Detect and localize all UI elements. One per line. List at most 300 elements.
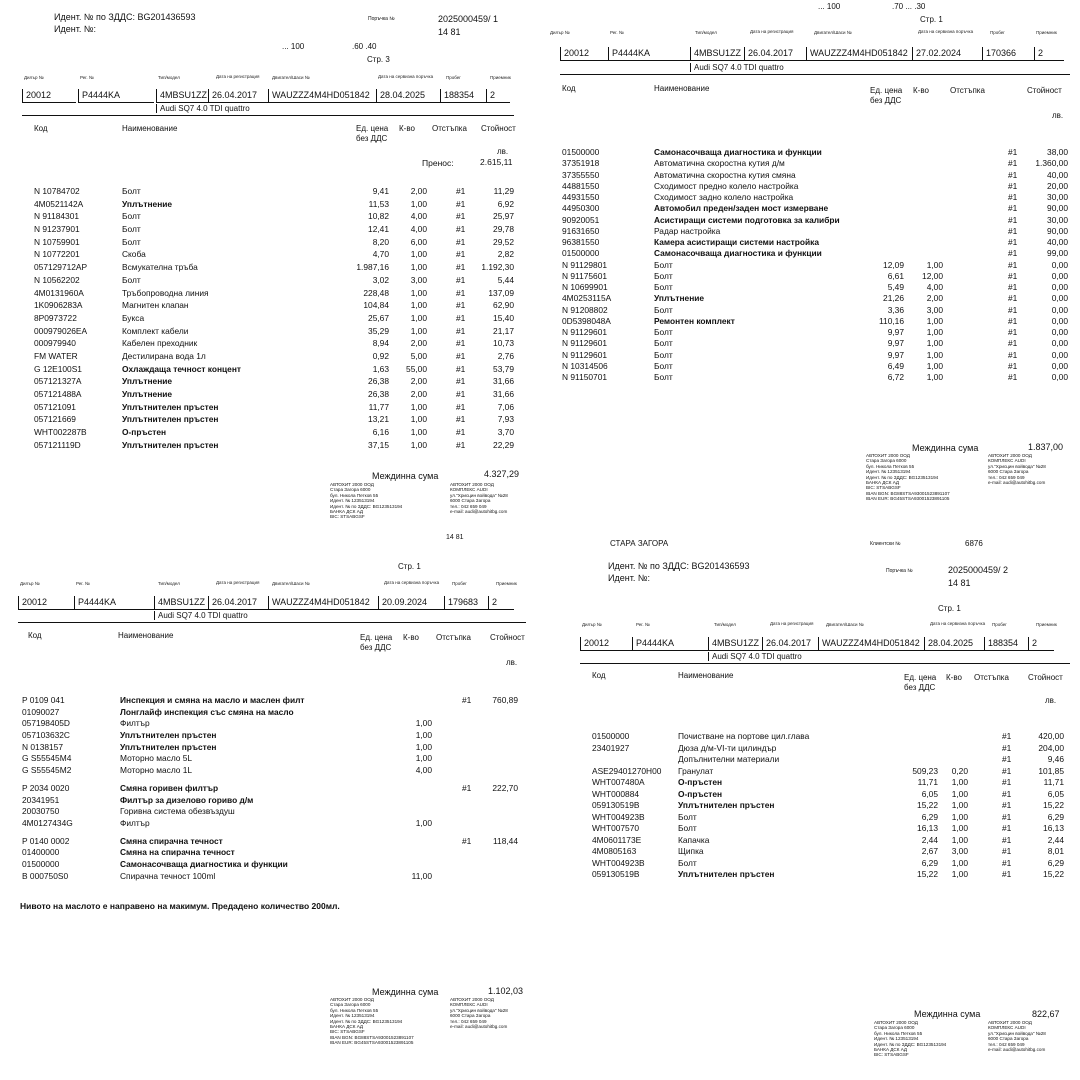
cell-name: Уплътнителен пръстен bbox=[122, 414, 219, 425]
dealer-value: 20012 bbox=[18, 596, 74, 610]
header-rule bbox=[580, 663, 1070, 664]
cell-qty: 4,00 bbox=[415, 765, 432, 776]
cell-name: Самонасочваща диагностика и функции bbox=[654, 248, 822, 259]
cell-val: 8,01 bbox=[1047, 846, 1064, 856]
footer-company-left: АВТОХИТ 2000 ООД Стара Загора 6000 бул. Никола Петков 55 Идент. № 123513194 Идент. № по ЗДДС: BG123513194 БАНКА ДСК АД BIC: STSABGSF IBAN BGN: BG88STSA93001523891107 IBAN EUR: BG45STSA93001523891105 bbox=[866, 453, 950, 502]
cell-price: 12,41 bbox=[368, 224, 389, 235]
page-bottom-mark: 14 81 bbox=[446, 534, 464, 540]
table-row bbox=[540, 743, 1080, 755]
cell-name: О-пръстен bbox=[122, 427, 167, 438]
th-qty: К-во bbox=[403, 633, 419, 642]
client-label: Клиентски № bbox=[870, 541, 901, 547]
table-row bbox=[540, 237, 1080, 248]
table-row bbox=[0, 707, 540, 719]
cell-code: 057121669 bbox=[34, 414, 76, 425]
cell-val: 40,00 bbox=[1047, 169, 1068, 180]
cell-val: 31,66 bbox=[493, 376, 514, 387]
cell-disc: #1 bbox=[456, 262, 466, 273]
subtotal-label: Междинна сума bbox=[372, 987, 439, 997]
cell-disc: #1 bbox=[1008, 203, 1018, 214]
cell-name: Горивна система обезвъздуш bbox=[120, 806, 235, 817]
cell-price: 15,22 bbox=[917, 869, 938, 879]
cell-code: 96381550 bbox=[562, 237, 600, 247]
cell-name: Болт bbox=[654, 259, 673, 270]
cell-disc: #1 bbox=[462, 695, 472, 705]
th-name: Наименование bbox=[122, 124, 178, 133]
cell-name: Уплътнение bbox=[122, 198, 173, 209]
table-row bbox=[0, 350, 540, 363]
dealer-value: 20012 bbox=[22, 89, 76, 103]
cell-name: Букса bbox=[122, 312, 145, 323]
cell-val: 53,79 bbox=[493, 363, 514, 374]
cell-disc: #1 bbox=[1008, 192, 1018, 202]
cell-disc: #1 bbox=[1002, 788, 1012, 799]
cell-val: 30,00 bbox=[1047, 192, 1068, 202]
table-row bbox=[0, 236, 540, 249]
cell-code: B 000750S0 bbox=[22, 870, 69, 881]
cell-price: 21,26 bbox=[883, 293, 904, 304]
cell-disc: #1 bbox=[456, 198, 466, 209]
cell-qty: 1,00 bbox=[410, 249, 427, 260]
cell-qty: 0,20 bbox=[951, 765, 968, 776]
cell-name: Щипка bbox=[678, 846, 704, 856]
cell-code: 059130519B bbox=[592, 869, 640, 879]
carry-label: Пренос: bbox=[422, 158, 454, 168]
table-row bbox=[0, 439, 540, 452]
col-dealer: Дилър № bbox=[550, 30, 570, 35]
cell-qty: 1,00 bbox=[951, 777, 968, 787]
order-number: 2025000459/ 1 bbox=[438, 14, 499, 24]
cell-code: 44931550 bbox=[562, 192, 600, 202]
cell-code: 000979026EA bbox=[34, 325, 88, 336]
table-row bbox=[540, 823, 1080, 835]
table-row bbox=[0, 859, 540, 871]
cell-name: Инспекция и смяна на масло и маслен филт bbox=[120, 695, 305, 705]
cell-price: 509,23 bbox=[912, 765, 938, 776]
type-value: 4MBSU1ZZ bbox=[708, 637, 762, 651]
cell-name: Самонасочваща диагностика и функции bbox=[120, 858, 288, 869]
col-vin: Двигател/Шаси № bbox=[826, 622, 864, 627]
table-row bbox=[0, 223, 540, 236]
table-row bbox=[0, 337, 540, 350]
cell-qty: 1,00 bbox=[951, 788, 968, 799]
cell-code: N 91208802 bbox=[562, 304, 608, 315]
cell-disc: #1 bbox=[456, 186, 466, 196]
table-row bbox=[540, 248, 1080, 259]
cell-code: N 10699901 bbox=[562, 282, 608, 292]
subtotal-label: Междинна сума bbox=[912, 443, 979, 453]
cell-qty: 1,00 bbox=[415, 817, 432, 828]
cell-val: 38,00 bbox=[1047, 147, 1068, 157]
th-value: Стойност bbox=[1027, 86, 1062, 95]
cell-code: 4M0253115A bbox=[562, 293, 612, 304]
cell-name: О-пръстен bbox=[678, 788, 723, 799]
cell-price: 5,49 bbox=[887, 282, 904, 292]
footer-company-left: АВТОХИТ 2000 ООД Стара Загора 6000 бул. Никола Петков 55 Идент. № 123513194 Идент. № по ЗДДС: BG123513194 БАНКА ДСК АД BIC: STSABGSF IBAN BGN: BG88STSA93001523891107 IBAN EUR: BG45STSA93001523891105 bbox=[330, 997, 414, 1046]
table-row bbox=[540, 869, 1080, 881]
cell-price: 11,77 bbox=[368, 401, 389, 412]
cell-code: 057121119D bbox=[34, 439, 81, 450]
km-value: 188354 bbox=[984, 637, 1028, 651]
cell-val: 99,00 bbox=[1047, 248, 1068, 259]
col-recv: Приемник bbox=[1036, 30, 1057, 35]
cell-name: Болт bbox=[654, 349, 673, 360]
cell-price: 26,38 bbox=[368, 389, 389, 399]
table-row bbox=[0, 248, 540, 261]
cell-qty: 1,00 bbox=[951, 834, 968, 845]
cell-disc: #1 bbox=[1002, 846, 1012, 856]
cell-name: Болт bbox=[654, 372, 673, 382]
page-number: Стр. 1 bbox=[398, 562, 421, 571]
cell-code: 4M0805163 bbox=[592, 846, 637, 856]
cell-disc: #1 bbox=[1008, 360, 1018, 371]
col-orderdate: Дата на сервизна поръчка bbox=[930, 621, 986, 626]
cell-name: Всмукателна тръба bbox=[122, 262, 198, 273]
cell-name: Болт bbox=[654, 360, 673, 371]
table-row bbox=[540, 147, 1080, 158]
cell-qty: 1,00 bbox=[410, 439, 427, 450]
footer-company-right: АВТОХИТ 2000 ООД КОМПЛЕКС AUDI ул."Хрисцин войвода" №28 6000 Стара Загора тел.: 042 659 049 e-mail: audi@autohitbg.com bbox=[988, 453, 1046, 486]
model-name: Audi SQ7 4.0 TDI quattro bbox=[690, 63, 784, 72]
cell-qty: 55,00 bbox=[406, 363, 427, 374]
invoice-page-top-left bbox=[0, 0, 540, 540]
orderdate-value: 27.02.2024 bbox=[912, 47, 982, 61]
cell-disc: #1 bbox=[1008, 349, 1018, 360]
table-row bbox=[0, 753, 540, 765]
cell-disc: #1 bbox=[1008, 372, 1018, 382]
table-row bbox=[0, 198, 540, 211]
table-row bbox=[0, 730, 540, 742]
th-code: Код bbox=[562, 84, 576, 93]
cell-code: 01090027 bbox=[22, 706, 60, 717]
table-row bbox=[0, 847, 540, 859]
cell-name: Уплътнителен пръстен bbox=[678, 800, 775, 810]
cell-price: 37,15 bbox=[368, 439, 389, 450]
col-vin: Двигател/Шаси № bbox=[272, 581, 310, 586]
cell-disc: #1 bbox=[456, 274, 466, 285]
th-currency: лв. bbox=[1045, 696, 1057, 705]
table-row bbox=[540, 812, 1080, 824]
cell-name: Лонглайф инспекция със смяна на масло bbox=[120, 706, 294, 717]
cell-code: N 91129801 bbox=[562, 259, 608, 270]
cell-name: Уплътнителен пръстен bbox=[122, 401, 219, 412]
invoice-page-bottom-right bbox=[540, 540, 1080, 1080]
cell-val: 29,78 bbox=[493, 224, 514, 235]
cell-qty: 1,00 bbox=[410, 198, 427, 209]
cell-price: 11,71 bbox=[917, 777, 938, 787]
cell-disc: #1 bbox=[462, 782, 472, 793]
cell-disc: #1 bbox=[1008, 169, 1018, 180]
cell-val: 1.192,30 bbox=[481, 262, 514, 273]
cell-disc: #1 bbox=[1008, 338, 1018, 349]
th-disc: Отстъпка bbox=[974, 673, 1009, 682]
cell-code: N 10759901 bbox=[34, 236, 80, 247]
cell-disc: #1 bbox=[456, 338, 466, 349]
reg-value: P4444KA bbox=[632, 637, 708, 651]
cell-name: Уплътнение bbox=[122, 376, 173, 387]
cell-disc: #1 bbox=[1008, 180, 1018, 191]
cell-name: Самонасочваща диагностика и функции bbox=[654, 147, 822, 157]
cell-qty: 1,00 bbox=[415, 730, 432, 741]
cell-name: Болт bbox=[678, 823, 697, 833]
table-row bbox=[0, 818, 540, 830]
th-disc: Отстъпка bbox=[436, 633, 471, 642]
cell-name: Болт bbox=[678, 857, 697, 868]
cell-code: N 10784702 bbox=[34, 186, 80, 196]
cell-disc: #1 bbox=[1008, 282, 1018, 292]
type-value: 4MBSU1ZZ bbox=[156, 89, 208, 103]
cell-name: Асистиращи системи подготовка за калибри bbox=[654, 214, 840, 225]
th-code: Код bbox=[592, 671, 606, 680]
subtotal-value: 822,67 bbox=[1032, 1009, 1060, 1019]
order-label: Поръчка № bbox=[886, 568, 913, 574]
cell-disc: #1 bbox=[1002, 811, 1012, 822]
cell-code: WHT007480A bbox=[592, 777, 645, 787]
cell-price: 9,97 bbox=[887, 349, 904, 360]
cell-name: Болт bbox=[122, 224, 141, 235]
cell-name: Дестилирана вода 1л bbox=[122, 350, 206, 361]
cell-name: Болт bbox=[654, 338, 673, 349]
cell-price: 2,67 bbox=[921, 846, 938, 856]
table-row bbox=[540, 858, 1080, 870]
cell-val: 101,85 bbox=[1038, 765, 1064, 776]
col-vin: Двигател/Шаси № bbox=[814, 30, 852, 35]
cell-name: Смяна горивен филтър bbox=[120, 782, 219, 793]
cell-code: N 0138157 bbox=[22, 741, 63, 752]
cell-qty: 6,00 bbox=[410, 236, 427, 247]
cell-qty: 2,00 bbox=[410, 376, 427, 387]
cell-qty: 2,00 bbox=[410, 186, 427, 196]
marks-right: .70 ... .30 bbox=[892, 2, 926, 11]
cell-qty: 3,00 bbox=[410, 274, 427, 285]
cell-disc: #1 bbox=[462, 835, 472, 846]
table-row bbox=[0, 413, 540, 426]
table-row bbox=[540, 316, 1080, 327]
table-row bbox=[0, 795, 540, 807]
col-regdate: Дата на регистрация bbox=[216, 580, 260, 585]
cell-name: Автомобил преден/заден мост измерване bbox=[654, 203, 829, 214]
cell-code: N 91129601 bbox=[562, 338, 608, 349]
table-row bbox=[540, 754, 1080, 766]
cell-code: 057121091 bbox=[34, 401, 76, 412]
orderdate-value: 28.04.2025 bbox=[376, 89, 440, 103]
cell-disc: #1 bbox=[456, 427, 466, 438]
items-table bbox=[540, 731, 1080, 881]
col-reg: Рег. № bbox=[76, 581, 90, 586]
cell-code: WHT002287B bbox=[34, 427, 87, 438]
cell-price: 6,16 bbox=[372, 427, 389, 438]
cell-name: Болт bbox=[654, 270, 673, 281]
cell-name: Болт bbox=[654, 304, 673, 315]
cell-price: 35,29 bbox=[368, 325, 389, 336]
cell-disc: #1 bbox=[1008, 214, 1018, 225]
th-disc: Отстъпка bbox=[432, 124, 467, 133]
cell-price: 0,92 bbox=[372, 350, 389, 361]
table-row bbox=[540, 215, 1080, 226]
cell-price: 10,82 bbox=[368, 211, 389, 222]
table-row bbox=[0, 742, 540, 754]
table-row bbox=[540, 203, 1080, 214]
cell-val: 30,00 bbox=[1047, 214, 1068, 225]
cell-qty: 1,00 bbox=[926, 315, 943, 326]
cell-code: 4M0131960A bbox=[34, 287, 84, 298]
cell-price: 16,13 bbox=[917, 823, 938, 833]
cell-code: G S55545M4 bbox=[22, 753, 72, 764]
cell-name: Смяна спирачна течност bbox=[120, 835, 223, 846]
type-value: 4MBSU1ZZ bbox=[154, 596, 208, 610]
cell-qty: 1,00 bbox=[926, 372, 943, 382]
cell-val: 222,70 bbox=[492, 782, 518, 793]
cell-disc: #1 bbox=[1008, 293, 1018, 304]
cell-val: 6,29 bbox=[1047, 857, 1064, 868]
dealer-value: 20012 bbox=[580, 637, 632, 651]
cell-val: 20,00 bbox=[1047, 180, 1068, 191]
cell-disc: #1 bbox=[456, 224, 466, 235]
cell-name: Сходимост задно колело настройка bbox=[654, 192, 794, 202]
page-number: Стр. 1 bbox=[938, 604, 961, 613]
table-row bbox=[540, 170, 1080, 181]
cell-code: 01500000 bbox=[22, 858, 60, 869]
cell-name: Уплътнение bbox=[122, 389, 173, 399]
cell-val: 29,52 bbox=[493, 236, 514, 247]
th-value: Стойност bbox=[1028, 673, 1063, 682]
cell-name: Болт bbox=[678, 811, 697, 822]
cell-disc: #1 bbox=[1002, 834, 1012, 845]
cell-name: Кабелен преходник bbox=[122, 338, 198, 349]
reg-value: P4444KA bbox=[78, 89, 154, 103]
cell-disc: #1 bbox=[1008, 315, 1018, 326]
cell-price: 12,09 bbox=[883, 259, 904, 270]
cell-code: WHT007570 bbox=[592, 823, 640, 833]
cell-price: 15,22 bbox=[917, 800, 938, 810]
cell-code: 4M0521142A bbox=[34, 198, 84, 209]
cell-name: Моторно масло 5L bbox=[120, 753, 193, 764]
cell-price: 25,67 bbox=[368, 312, 389, 323]
model-name: Audi SQ7 4.0 TDI quattro bbox=[156, 104, 250, 113]
cell-val: 6,29 bbox=[1047, 811, 1064, 822]
cell-name: Гранулат bbox=[678, 765, 714, 776]
th-price: Ед. цена без ДДС bbox=[870, 86, 903, 105]
items-table bbox=[540, 147, 1080, 383]
cell-qty: 1,00 bbox=[951, 811, 968, 822]
cell-val: 5,44 bbox=[497, 274, 514, 285]
table-row bbox=[0, 718, 540, 730]
th-qty: К-во bbox=[913, 86, 929, 95]
cell-code: 01500000 bbox=[562, 147, 600, 157]
table-row bbox=[0, 210, 540, 223]
cell-price: 3,36 bbox=[887, 304, 904, 315]
recv-value: 2 bbox=[1028, 637, 1054, 651]
cell-val: 0,00 bbox=[1051, 315, 1068, 326]
footer-company-right: АВТОХИТ 2000 ООД КОМПЛЕКС AUDI ул."Хрисцин войвода" №28 6000 Стара Загора тел.: 042 659 049 e-mail: audi@autohitbg.com bbox=[450, 482, 508, 515]
cell-name: Камера асистиращи системи настройка bbox=[654, 237, 820, 247]
recv-value: 2 bbox=[486, 89, 510, 103]
cell-price: 6,29 bbox=[921, 857, 938, 868]
cell-name: Уплътнителен пръстен bbox=[120, 730, 217, 741]
items-table bbox=[0, 695, 540, 882]
cell-qty: 1,00 bbox=[951, 800, 968, 810]
table-row bbox=[0, 274, 540, 287]
cell-price: 8,20 bbox=[372, 236, 389, 247]
table-row bbox=[540, 766, 1080, 778]
cell-code: N 91129601 bbox=[562, 327, 608, 337]
cell-disc: #1 bbox=[456, 211, 466, 222]
cell-code: 23401927 bbox=[592, 742, 630, 753]
cell-price: 1.987,16 bbox=[356, 262, 389, 273]
cell-code: P 0140 0002 bbox=[22, 835, 70, 846]
id-number: Идент. №: bbox=[608, 573, 650, 583]
cell-name: Комплект кабели bbox=[122, 325, 189, 336]
cell-name: Спирачна течност 100ml bbox=[120, 870, 216, 881]
cell-price: 228,48 bbox=[363, 287, 389, 298]
cell-val: 3,70 bbox=[497, 427, 514, 438]
col-type: Тип/модел bbox=[714, 622, 736, 627]
order-label: Поръчка № bbox=[368, 16, 395, 22]
th-qty: К-во bbox=[399, 124, 415, 133]
table-row bbox=[0, 325, 540, 338]
cell-price: 6,72 bbox=[887, 372, 904, 382]
cell-code: N 91129601 bbox=[562, 349, 608, 360]
col-orderdate: Дата на сервизна поръчка bbox=[918, 29, 974, 34]
cell-val: 2,76 bbox=[497, 350, 514, 361]
cell-val: 2,44 bbox=[1047, 834, 1064, 845]
cell-name: Сходимост предно колело настройка bbox=[654, 180, 799, 191]
vat-number: Идент. № по ЗДДС: BG201436593 bbox=[54, 12, 196, 22]
cell-disc: #1 bbox=[456, 236, 466, 247]
cell-disc: #1 bbox=[1008, 270, 1018, 281]
cell-price: 3,02 bbox=[372, 274, 389, 285]
cell-disc: #1 bbox=[1008, 259, 1018, 270]
cell-name: Уплътнителен пръстен bbox=[120, 741, 217, 752]
th-currency: лв. bbox=[1052, 111, 1064, 120]
col-type: Тип/модел bbox=[695, 30, 717, 35]
table-row bbox=[0, 375, 540, 388]
table-row bbox=[0, 783, 540, 795]
cell-code: 057121327A bbox=[34, 376, 82, 387]
th-disc: Отстъпка bbox=[950, 86, 985, 95]
col-type: Тип/модел bbox=[158, 75, 180, 80]
cell-qty: 1,00 bbox=[410, 262, 427, 273]
header-rule bbox=[560, 74, 1070, 75]
cell-val: 11,71 bbox=[1043, 777, 1064, 787]
cell-val: 90,00 bbox=[1047, 203, 1068, 214]
table-row bbox=[540, 282, 1080, 293]
regdate-value: 26.04.2017 bbox=[762, 637, 818, 651]
th-currency: лв. bbox=[506, 658, 518, 667]
cell-disc: #1 bbox=[456, 389, 466, 399]
cell-qty: 12,00 bbox=[922, 270, 943, 281]
cell-val: 11,29 bbox=[493, 186, 514, 196]
cell-price: 9,41 bbox=[372, 186, 389, 196]
cell-code: 1K0906283A bbox=[34, 300, 83, 311]
cell-price: 8,94 bbox=[372, 338, 389, 349]
cell-qty: 3,00 bbox=[951, 846, 968, 856]
cell-code: N 91150701 bbox=[562, 372, 608, 382]
cell-val: 15,22 bbox=[1043, 800, 1064, 810]
cell-disc: #1 bbox=[456, 439, 466, 450]
col-regdate: Дата на регистрация bbox=[216, 74, 260, 79]
header-rule bbox=[22, 115, 514, 116]
cell-qty: 1,00 bbox=[410, 401, 427, 412]
cell-price: 4,70 bbox=[372, 249, 389, 260]
cell-code: 44881550 bbox=[562, 180, 600, 191]
items-table bbox=[0, 185, 540, 451]
id-number: Идент. №: bbox=[54, 24, 96, 34]
cell-price: 110,16 bbox=[879, 315, 904, 326]
cell-name: Уплътнителен пръстен bbox=[122, 439, 219, 450]
cell-name: Тръбопроводна линия bbox=[122, 287, 209, 298]
table-row bbox=[0, 401, 540, 414]
